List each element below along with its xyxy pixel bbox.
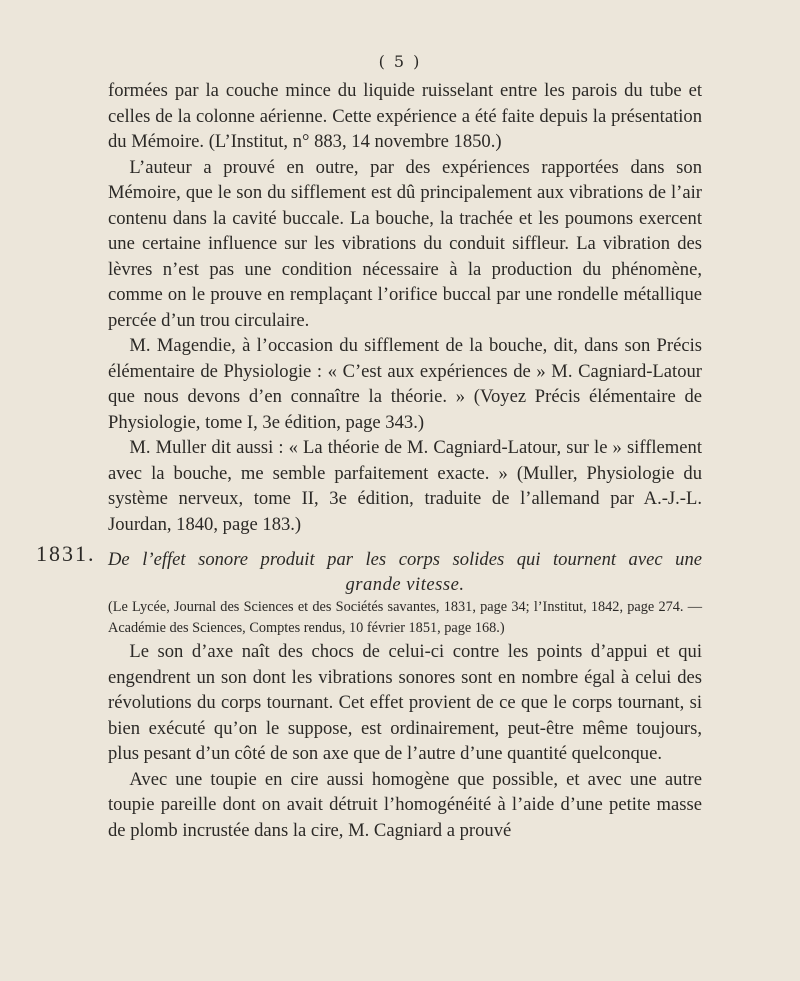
paragraph-4: M. Muller dit aussi : « La théorie de M. Cagniard-Latour, sur le » sifflement avec la bouche, me semble parfaitement exacte. » (Muller, Physiologie du système nerveux, tome II, 3e édition, traduite de l’allemand par A.-J.-L. Jourdan, 1840, page 183.) (108, 437, 702, 535)
paragraph-3: M. Magendie, à l’occasion du sifflement de la bouche, dit, dans son Précis élémentaire de Physiologie : « C’est aux expériences de » M. Cagniard-Latour que nous devons d’en connaître la théorie. » (Voyez Précis élémentaire de Physiologie, tome I, 3e édition, page 343.) (108, 335, 702, 433)
body-text (108, 78, 702, 843)
paragraph-6: Avec une toupie en cire aussi homogène que possible, et avec une autre toupie pareille dont on avait détruit l’homogénéité à l’aide d’une petite masse de plomb incrustée dans la cire, M. Cagniard a prouvé (108, 768, 702, 841)
section-year: 1831. (36, 541, 96, 566)
section-heading (108, 547, 702, 597)
paragraph-1: formées par la couche mince du liquide ruisselant entre les parois du tube et celles de la colonne aérienne. Cette expérience a été faite depuis la présentation du Mémoire. (L’Institut, n° 883, 14 novembre 1850.) (108, 80, 702, 152)
references: (Le Lycée, Journal des Sciences et des Sociétés savantes, 1831, page 34; l’Institut, 1842, page 274. — Académie des Sciences, Comptes rendus, 10 février 1851, page 168.) (108, 599, 702, 636)
paragraph-2: L’auteur a prouvé en outre, par des expériences rapportées dans son Mémoire, que le son du sifflement est dû principalement aux vibrations de l’air contenu dans la cavité buccale. La bouche, la trachée et les poumons exercent une certaine influence sur les vibrations du conduit siffleur. La vibration des lèvres n’est pas une condition nécessaire à la production du phénomène, comme on le prouve en remplaçant l’orifice buccal par une rondelle métallique percée d’un trou circulaire. (108, 156, 702, 331)
page-number: ( 5 ) (378, 52, 422, 71)
section-title-line-2: grande vitesse. (345, 574, 465, 595)
section-title-line-1: De l’effet sonore produit par les corps solides qui tournent avec une (108, 549, 702, 570)
paragraph-5: Le son d’axe naît des chocs de celui-ci contre les points d’appui et qui engendrent un son dont les vibrations sonores sont en nombre égal à celui des révolutions du corps tournant. Cet effet provient de ce que le corps tournant, si bien exécuté qu’on le suppose, est ordinairement, peut-être même toujours, plus pesant d’un côté de son axe que de l’autre d’une quantité quelconque. (108, 641, 702, 764)
